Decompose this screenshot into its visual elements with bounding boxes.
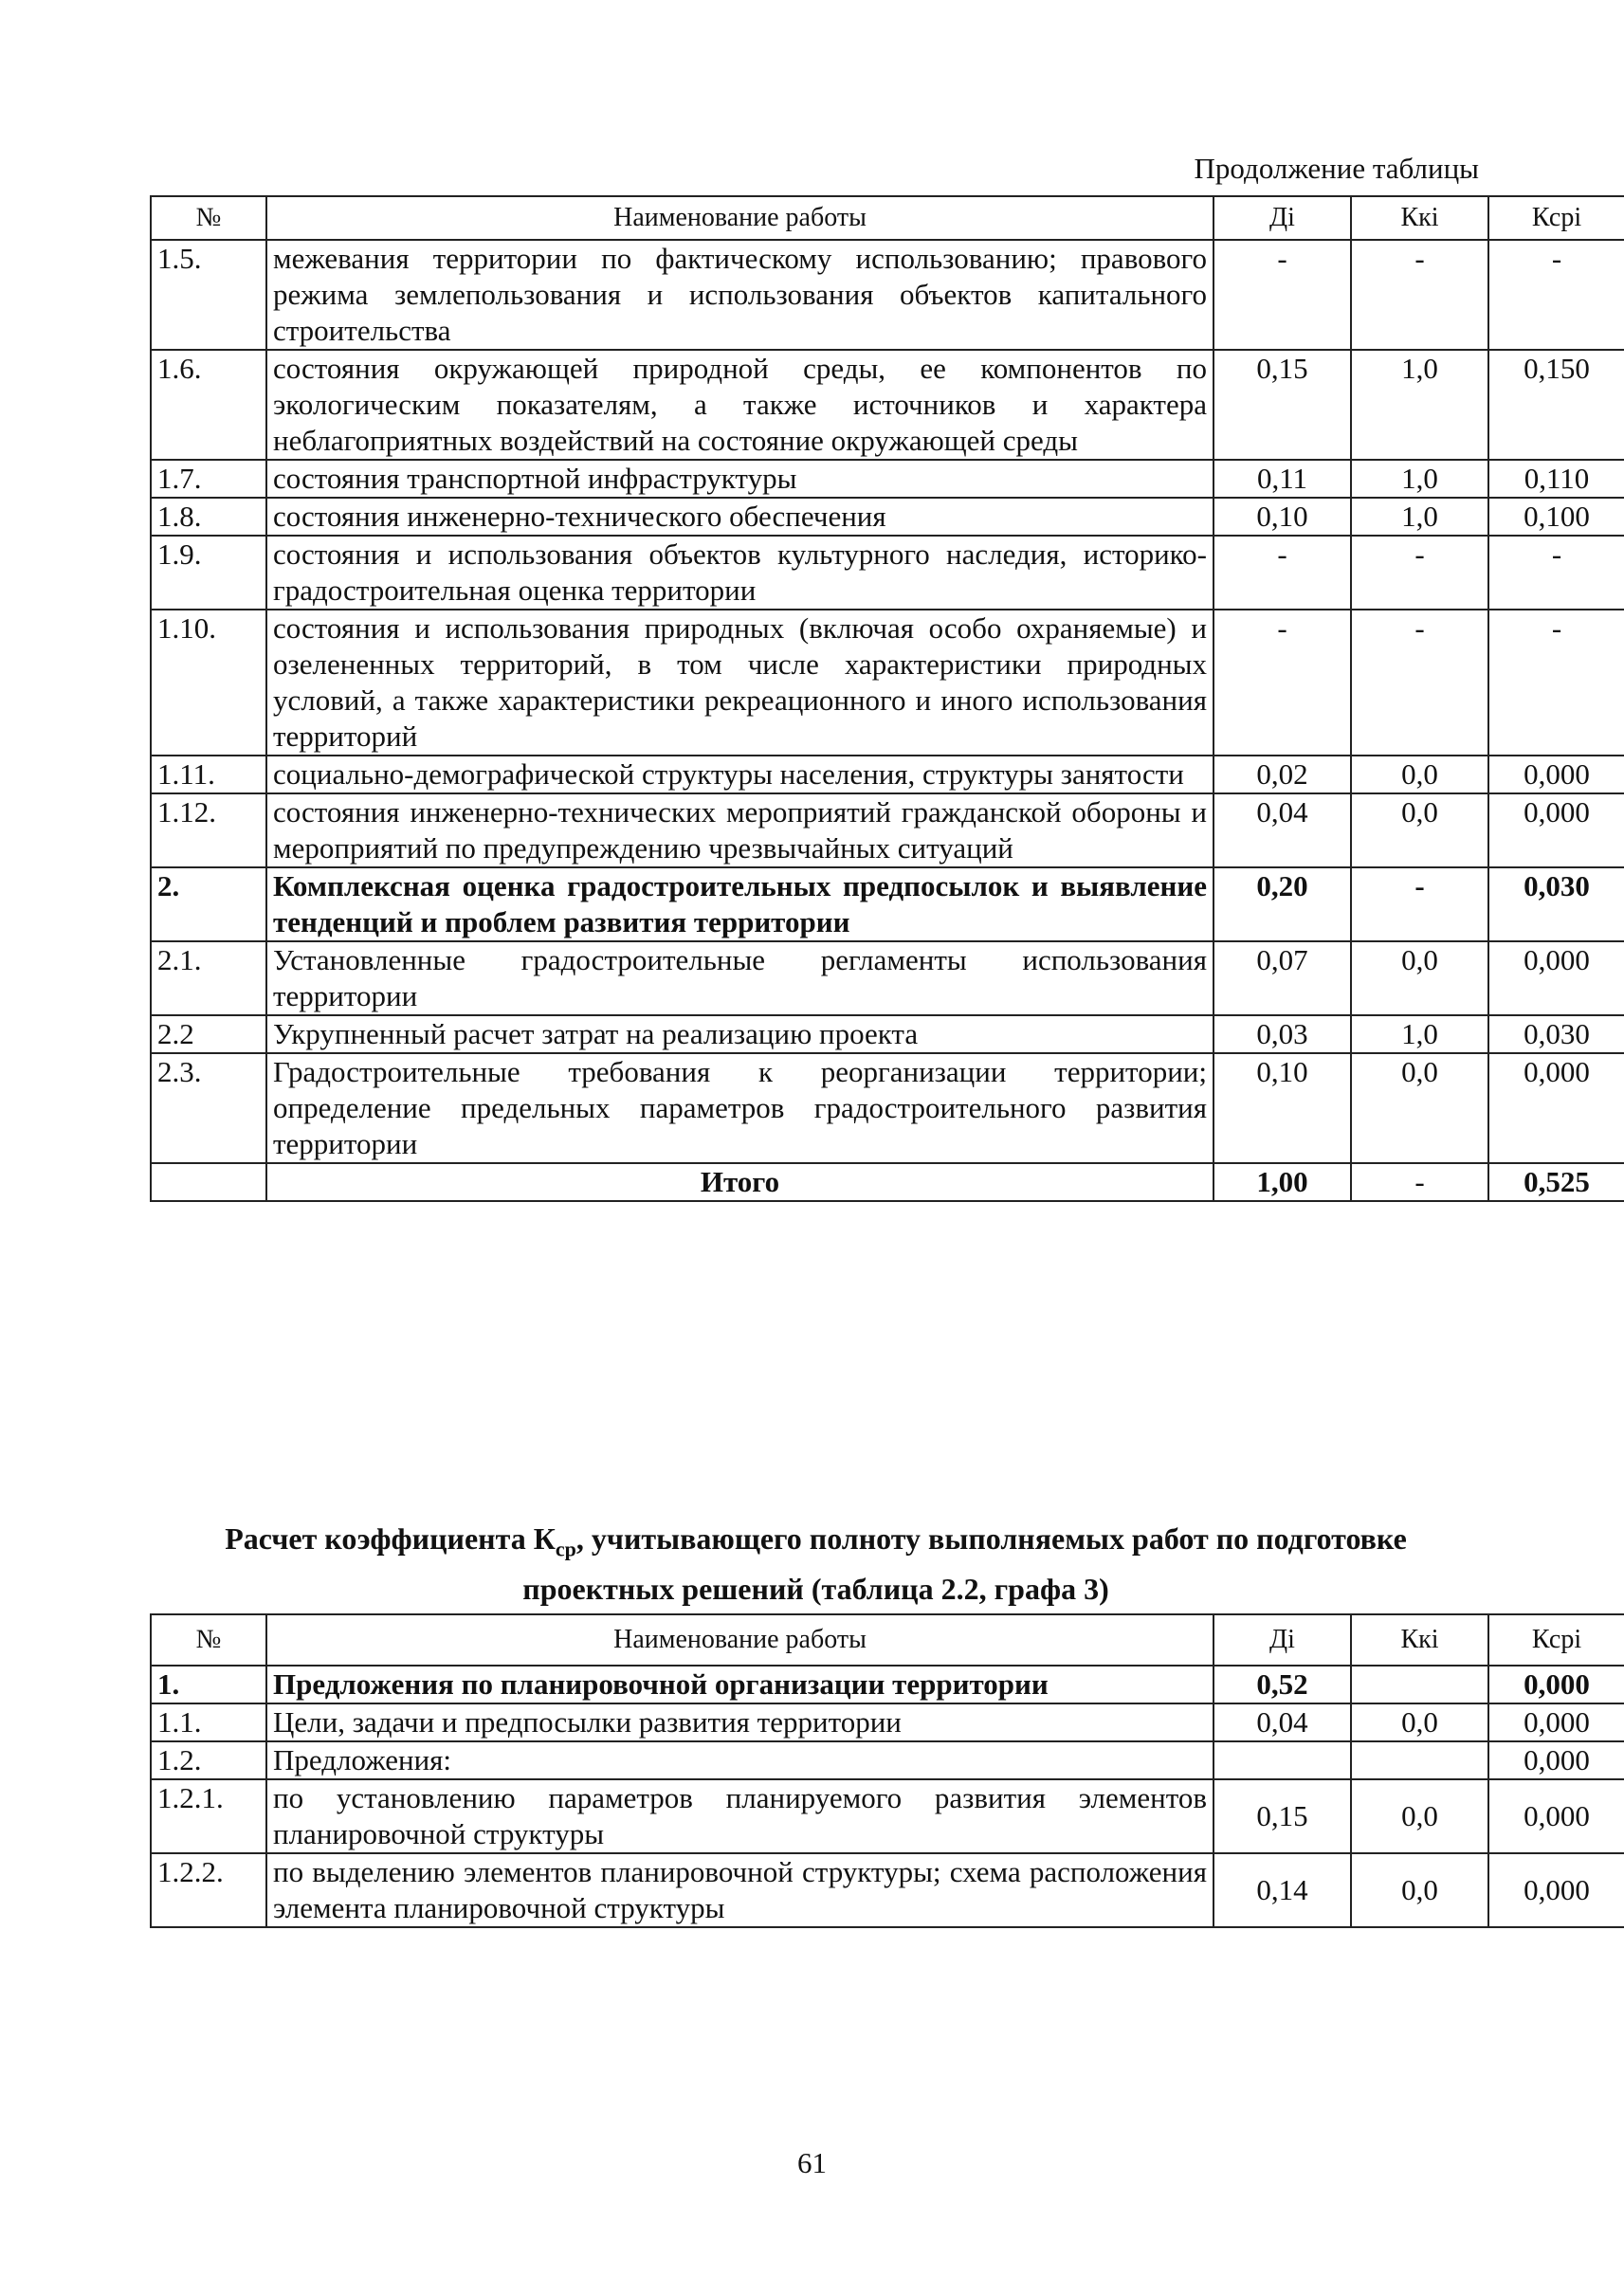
row-di: 0,52 [1213, 1666, 1351, 1703]
row-number: 2.3. [151, 1053, 266, 1163]
row-kki: - [1351, 240, 1488, 350]
table-row [151, 756, 1624, 793]
proposals-table [150, 1613, 1624, 1928]
header-number: № [151, 1614, 266, 1666]
row-ksri: 0,000 [1488, 941, 1624, 1015]
row-work-name: Укрупненный расчет затрат на реализацию проекта [266, 1015, 1213, 1053]
row-work-name: состояния инженерно-технического обеспечения [266, 498, 1213, 536]
row-work-name: состояния окружающей природной среды, ее компонентов по экологическим показателям, а также источников и характера неблагоприятных воздействий на состояние окружающей среды [266, 350, 1213, 460]
section-title-line2: проектных решений (таблица 2.2, графа 3) [522, 1572, 1109, 1607]
row-kki: 1,0 [1351, 350, 1488, 460]
row-kki: 0,0 [1351, 1703, 1488, 1741]
row-work-name: состояния и использования объектов культурного наследия, историко-градостроительная оценка территории [266, 536, 1213, 610]
row-number: 1.8. [151, 498, 266, 536]
table-total-row [151, 1163, 1624, 1201]
row-ksri: 0,000 [1488, 1853, 1624, 1927]
row-work-name: состояния и использования природных (включая особо охраняемые) и озелененных территорий, в том числе характеристики природных условий, а также характеристики рекреационного и иного использования территорий [266, 610, 1213, 756]
row-di [1213, 1741, 1351, 1779]
table-row [151, 240, 1624, 350]
row-di: - [1213, 536, 1351, 610]
row-work-name: Комплексная оценка градостроительных предпосылок и выявление тенденций и проблем развития территории [266, 867, 1213, 941]
total-ksri: 0,525 [1488, 1163, 1624, 1201]
row-kki: - [1351, 536, 1488, 610]
row-number: 1.1. [151, 1703, 266, 1741]
row-kki [1351, 1666, 1488, 1703]
header-ksri: Ксрi [1488, 196, 1624, 240]
row-work-name: Предложения по планировочной организации территории [266, 1666, 1213, 1703]
row-number: 2.1. [151, 941, 266, 1015]
header-ksri: Ксрi [1488, 1614, 1624, 1666]
row-kki: 0,0 [1351, 793, 1488, 867]
row-kki: 1,0 [1351, 460, 1488, 498]
row-ksri: - [1488, 610, 1624, 756]
total-di: 1,00 [1213, 1163, 1351, 1201]
row-number: 1.10. [151, 610, 266, 756]
page-number: 61 [797, 2146, 827, 2179]
row-work-name: состояния транспортной инфраструктуры [266, 460, 1213, 498]
row-ksri: 0,000 [1488, 1666, 1624, 1703]
row-number: 1.2. [151, 1741, 266, 1779]
table-row [151, 350, 1624, 460]
header-di: Дi [1213, 1614, 1351, 1666]
row-di: 0,15 [1213, 1779, 1351, 1853]
row-ksri: - [1488, 536, 1624, 610]
table-row [151, 460, 1624, 498]
continuation-label: Продолжение таблицы [1194, 152, 1479, 185]
row-work-name: состояния инженерно-технических мероприятий гражданской обороны и мероприятий по предупреждению чрезвычайных ситуаций [266, 793, 1213, 867]
row-number: 1. [151, 1666, 266, 1703]
row-ksri: 0,000 [1488, 1779, 1624, 1853]
row-kki: 0,0 [1351, 941, 1488, 1015]
row-ksri: - [1488, 240, 1624, 350]
table-row [151, 1779, 1624, 1853]
row-di: 0,20 [1213, 867, 1351, 941]
row-di: 0,04 [1213, 1703, 1351, 1741]
section-title-line1: Расчет коэффициента $К_{ср}$, учитывающего полноту выполняемых работ по подготовке [225, 1521, 1407, 1561]
header-kki: Ккi [1351, 196, 1488, 240]
row-di: 0,14 [1213, 1853, 1351, 1927]
row-number: 1.9. [151, 536, 266, 610]
row-number: 1.2.1. [151, 1779, 266, 1853]
row-number: 1.7. [151, 460, 266, 498]
row-number: 1.5. [151, 240, 266, 350]
row-kki: 1,0 [1351, 498, 1488, 536]
total-number-cell [151, 1163, 266, 1201]
row-work-name: социально-демографической структуры населения, структуры занятости [266, 756, 1213, 793]
row-ksri: 0,150 [1488, 350, 1624, 460]
table-header-row [151, 1614, 1624, 1666]
header-work-name: Наименование работы [266, 1614, 1213, 1666]
works-table-continued [150, 195, 1624, 1202]
row-work-name: Градостроительные требования к реорганизации территории; определение предельных параметров градостроительного развития территории [266, 1053, 1213, 1163]
row-di: 0,15 [1213, 350, 1351, 460]
row-kki: 0,0 [1351, 1853, 1488, 1927]
row-di: 0,02 [1213, 756, 1351, 793]
header-number: № [151, 196, 266, 240]
row-number: 1.2.2. [151, 1853, 266, 1927]
table-row [151, 1015, 1624, 1053]
row-ksri: 0,000 [1488, 793, 1624, 867]
row-di: 0,10 [1213, 498, 1351, 536]
table-row-section [151, 867, 1624, 941]
row-kki: 0,0 [1351, 1053, 1488, 1163]
row-di: 0,10 [1213, 1053, 1351, 1163]
row-kki: 0,0 [1351, 756, 1488, 793]
row-di: - [1213, 610, 1351, 756]
row-work-name: по выделению элементов планировочной структуры; схема расположения элемента планировочной структуры [266, 1853, 1213, 1927]
row-di: 0,03 [1213, 1015, 1351, 1053]
table-row [151, 941, 1624, 1015]
row-ksri: 0,030 [1488, 867, 1624, 941]
row-ksri: 0,110 [1488, 460, 1624, 498]
row-di: 0,07 [1213, 941, 1351, 1015]
row-ksri: 0,030 [1488, 1015, 1624, 1053]
table-row [151, 1053, 1624, 1163]
row-number: 1.11. [151, 756, 266, 793]
table-row [151, 610, 1624, 756]
row-number: 2.2 [151, 1015, 266, 1053]
total-label: Итого [266, 1163, 1213, 1201]
table-row [151, 1853, 1624, 1927]
subscript-ksr: ср [555, 1537, 576, 1561]
header-work-name: Наименование работы [266, 196, 1213, 240]
row-ksri: 0,000 [1488, 1703, 1624, 1741]
row-ksri: 0,000 [1488, 1053, 1624, 1163]
row-di: 0,04 [1213, 793, 1351, 867]
table-row [151, 536, 1624, 610]
row-di: - [1213, 240, 1351, 350]
section-title [150, 1519, 1482, 1609]
table-row-section [151, 1666, 1624, 1703]
table-row [151, 1741, 1624, 1779]
row-di: 0,11 [1213, 460, 1351, 498]
row-work-name: по установлению параметров планируемого развития элементов планировочной структуры [266, 1779, 1213, 1853]
row-number: 2. [151, 867, 266, 941]
row-work-name: межевания территории по фактическому использованию; правового режима землепользования и использования объектов капитального строительства [266, 240, 1213, 350]
table-row [151, 793, 1624, 867]
row-work-name: Установленные градостроительные регламенты использования территории [266, 941, 1213, 1015]
row-work-name: Цели, задачи и предпосылки развития территории [266, 1703, 1213, 1741]
row-number: 1.6. [151, 350, 266, 460]
table-row [151, 498, 1624, 536]
row-work-name: Предложения: [266, 1741, 1213, 1779]
header-kki: Ккi [1351, 1614, 1488, 1666]
row-kki: - [1351, 867, 1488, 941]
table-header-row [151, 196, 1624, 240]
row-ksri: 0,000 [1488, 1741, 1624, 1779]
row-kki [1351, 1741, 1488, 1779]
row-ksri: 0,000 [1488, 756, 1624, 793]
header-di: Дi [1213, 196, 1351, 240]
row-ksri: 0,100 [1488, 498, 1624, 536]
row-kki: 1,0 [1351, 1015, 1488, 1053]
table-row [151, 1703, 1624, 1741]
row-kki: 0,0 [1351, 1779, 1488, 1853]
row-number: 1.12. [151, 793, 266, 867]
row-kki: - [1351, 610, 1488, 756]
total-kki: - [1351, 1163, 1488, 1201]
